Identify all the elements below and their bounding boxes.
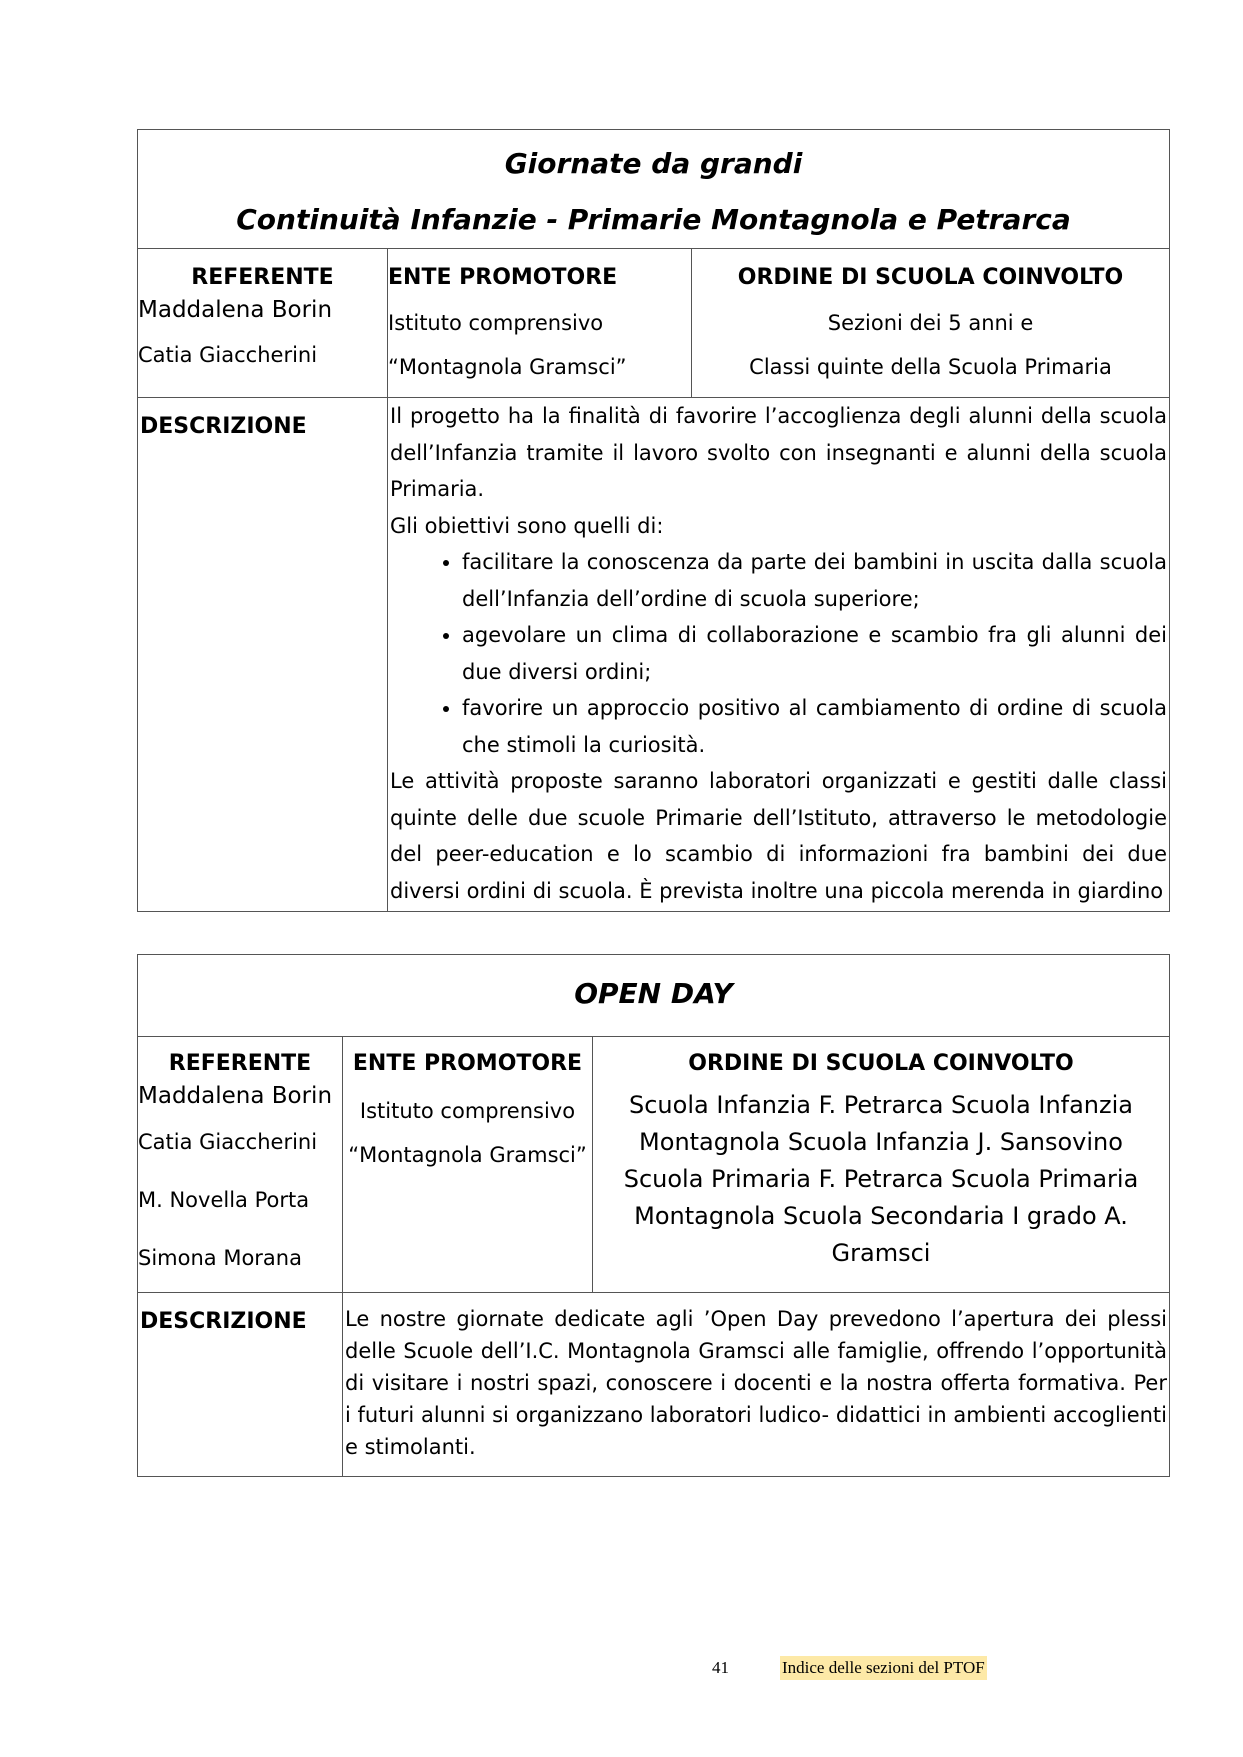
descrizione-label: DESCRIZIONE — [140, 1309, 307, 1334]
page-number: 41 — [712, 1658, 729, 1677]
project-subtitle: Continuità Infanzie - Primarie Montagnola e Petrarca — [236, 203, 1071, 236]
ordine-line: Sezioni dei 5 anni e — [827, 311, 1034, 335]
ente-line: Istituto comprensivo — [388, 311, 604, 335]
list-item: • favorire un approccio positivo al cambiamento di ordine di scuola che stimoli la curiosità. — [462, 690, 1167, 763]
referente-name: Catia Giaccherini — [138, 1130, 318, 1154]
ordine-label: ORDINE DI SCUOLA COINVOLTO — [688, 1051, 1074, 1076]
page-footer — [0, 1652, 1243, 1682]
referente-label: REFERENTE — [191, 265, 334, 290]
referente-cell — [138, 249, 388, 398]
referente-name: Simona Morana — [138, 1246, 302, 1270]
ordine-cell — [593, 1037, 1170, 1293]
project-title-cell — [138, 955, 1170, 1037]
descrizione-label-cell — [138, 1293, 343, 1477]
ente-label: ENTE PROMOTORE — [352, 1051, 583, 1076]
ordine-cell — [692, 249, 1170, 398]
ordine-label: ORDINE DI SCUOLA COINVOLTO — [737, 265, 1124, 290]
referente-name: Maddalena Borin — [138, 1083, 333, 1109]
index-link[interactable]: Indice delle sezioni del PTOF — [780, 1656, 987, 1680]
ordine-line: Classi quinte della Scuola Primaria — [749, 355, 1112, 379]
descrizione-label: DESCRIZIONE — [140, 414, 307, 439]
obiettivi-intro: Gli obiettivi sono quelli di: — [390, 513, 664, 538]
ente-line: “Montagnola Gramsci” — [388, 355, 627, 379]
project-table-open-day — [137, 954, 1170, 1477]
descrizione-cell — [343, 1293, 1170, 1477]
ente-label: ENTE PROMOTORE — [388, 265, 618, 290]
referente-name: Catia Giaccherini — [138, 343, 318, 367]
ente-cell — [388, 249, 692, 398]
referente-cell — [138, 1037, 343, 1293]
referente-name: Maddalena Borin — [138, 297, 333, 323]
referente-name: M. Novella Porta — [138, 1188, 310, 1212]
descrizione-cell — [388, 398, 1170, 912]
list-item: • facilitare la conoscenza da parte dei bambini in uscita dalla scuola dell’Infanzia dell’ordine di scuola superiore; — [462, 544, 1167, 617]
ente-line: “Montagnola Gramsci” — [348, 1143, 587, 1167]
obiettivi-list — [388, 544, 1169, 763]
ente-cell — [343, 1037, 593, 1293]
project-title: Giornate da grandi — [504, 147, 803, 180]
project-title-cell — [138, 130, 1170, 249]
project-title: OPEN DAY — [574, 977, 733, 1010]
descrizione-outro: Le attività proposte saranno laboratori organizzati e gestiti dalle classi quinte delle due scuole Primarie dell’Istituto, attraverso le metodologie del peer-education e lo scambio di informazioni fra bambini dei due diversi ordini di scuola. È prevista inoltre una piccola merenda in giardino — [390, 769, 1167, 903]
descrizione-intro: Il progetto ha la finalità di favorire l’accoglienza degli alunni della scuola dell’Infanzia tramite il lavoro svolto con insegnanti e alunni della scuola Primaria. — [390, 404, 1167, 501]
ente-line: Istituto comprensivo — [359, 1099, 576, 1123]
list-item: • agevolare un clima di collaborazione e scambio fra gli alunni dei due diversi ordini; — [462, 617, 1167, 690]
descrizione-label-cell — [138, 398, 388, 912]
descrizione-text: Le nostre giornate dedicate agli ’Open Day prevedono l’apertura dei plessi delle Scuole dell’I.C. Montagnola Gramsci alle famiglie, offrendo l’opportunità di visitare i nostri spazi, conoscere i docenti e la nostra offerta formativa. Per i futuri alunni si organizzano laboratori ludico- didattici in ambienti accoglienti e stimolanti. — [345, 1307, 1167, 1459]
project-table-giornate — [137, 129, 1170, 912]
ordine-text: Scuola Infanzia F. Petrarca Scuola Infanzia Montagnola Scuola Infanzia J. Sansovino Scuola Primaria F. Petrarca Scuola Primaria Montagnola Scuola Secondaria I grado A. Gramsci — [623, 1091, 1139, 1267]
referente-label: REFERENTE — [168, 1051, 312, 1076]
